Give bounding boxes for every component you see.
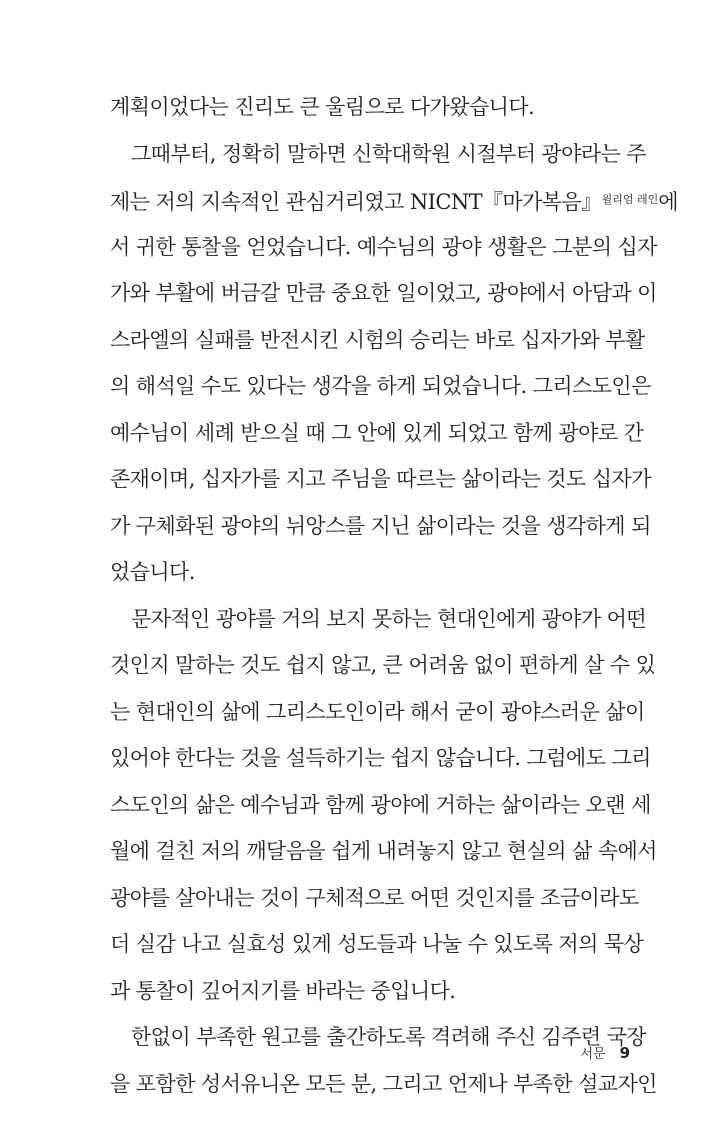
body-line: 예수님이 세례 받으실 때 그 안에 있게 되었고 함께 광야로 간 (110, 420, 644, 445)
body-line-text: 에 (658, 190, 678, 214)
body-line: 그때부터, 정확히 말하면 신학대학원 시절부터 광야라는 주 (131, 141, 646, 166)
body-line (110, 177, 678, 224)
page-footer (580, 1043, 630, 1062)
body-line: 가 구체화된 광야의 뉘앙스를 지닌 삶이라는 것을 생각하게 되 (110, 513, 651, 538)
body-line: 더 실감 나고 실효성 있게 성도들과 나눌 수 있도록 저의 묵상 (110, 932, 644, 956)
body-line: 과 통찰이 깊어지기를 바라는 중입니다. (110, 978, 456, 1003)
body-line: 서 귀한 통찰을 얻었습니다. 예수님의 광야 생활은 그분의 십자 (110, 234, 657, 259)
body-line-text: 제는 저의 지속적인 관심거리였고 NICNT『마가복음』 (110, 190, 602, 214)
page-number: 9 (619, 1044, 630, 1062)
body-line: 을 포함한 성서유니온 모든 분, 그리고 언제나 부족한 설교자인 (110, 1071, 657, 1096)
body-line: 있어야 한다는 것을 설득하기는 쉽지 않습니다. 그럼에도 그리 (110, 746, 651, 770)
body-line: 의 해석일 수도 있다는 생각을 하게 되었습니다. 그리스도인은 (110, 374, 651, 398)
body-line: 문자적인 광야를 거의 보지 못하는 현대인에게 광야가 어떤 (131, 606, 646, 631)
page-body (110, 84, 678, 1107)
body-line: 는 현대인의 삶에 그리스도인이라 해서 굳이 광야스러운 삶이 (110, 699, 645, 724)
body-line: 한없이 부족한 원고를 출간하도록 격려해 주신 김주련 국장 (131, 1025, 646, 1049)
body-line: 광야를 살아내는 것이 구체적으로 어떤 것인지를 조금이라도 (110, 885, 639, 910)
body-line: 스도인의 삶은 예수님과 함께 광야에 거하는 삶이라는 오랜 세 (110, 792, 651, 817)
author-superscript: 윌리엄 레인 (601, 193, 659, 206)
body-line: 것인지 말하는 것도 쉽지 않고, 큰 어려움 없이 편하게 살 수 있 (110, 653, 656, 677)
body-line: 스라엘의 실패를 반전시킨 시험의 승리는 바로 십자가와 부활 (110, 327, 645, 352)
running-section-title: 서문 (580, 1047, 606, 1062)
body-line: 가와 부활에 버금갈 만큼 중요한 일이었고, 광야에서 아담과 이 (110, 281, 657, 305)
body-line: 었습니다. (110, 560, 195, 584)
body-line: 월에 걸친 저의 깨달음을 쉽게 내려놓지 않고 현실의 삶 속에서 (110, 839, 657, 863)
body-line: 계획이었다는 진리도 큰 울림으로 다가왔습니다. (110, 95, 535, 119)
body-line: 존재이며, 십자가를 지고 주님을 따르는 삶이라는 것도 십자가 (110, 467, 651, 491)
